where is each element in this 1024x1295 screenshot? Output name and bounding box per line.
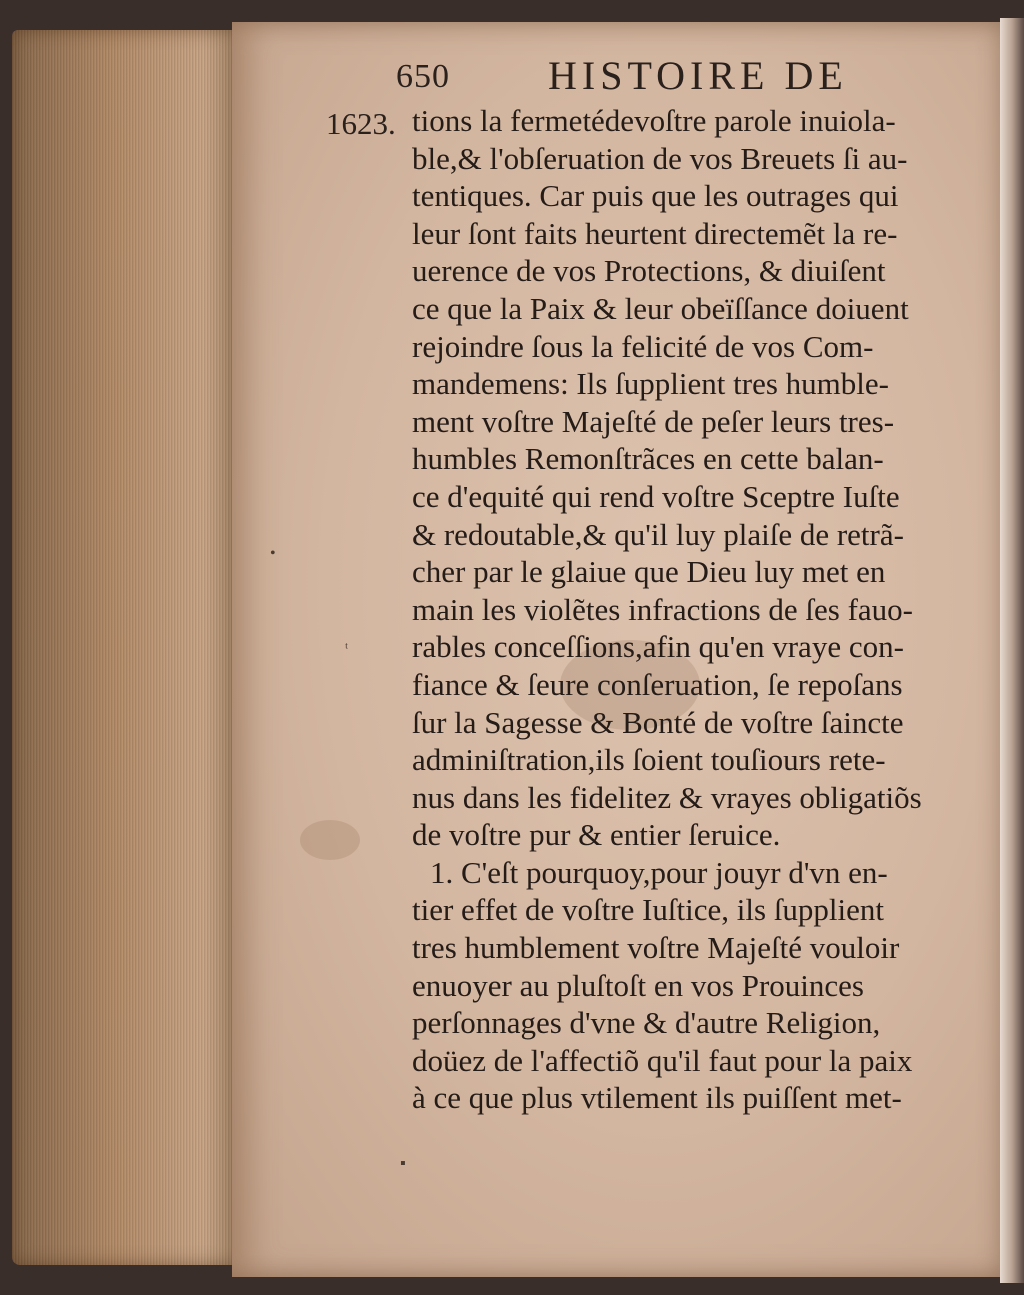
text-line: tentiques. Car puis que les outrages qui: [412, 178, 899, 214]
text-line: de voſtre pur & entier ſeruice.: [412, 817, 781, 853]
text-line: ce d'equité qui rend voſtre Sceptre Iuſte: [412, 478, 900, 514]
text-line: ment voſtre Majeſté de peſer leurs tres-: [412, 403, 895, 439]
text-line: & redoutable,& qu'il luy plaiſe de retrã-: [412, 516, 904, 552]
text-line: ce que la Paix & leur obeïſſance doiuent: [412, 290, 909, 326]
ink-speck: ▪: [400, 1155, 406, 1172]
ink-speck: •: [270, 545, 276, 562]
text-line: adminiſtration,ils ſoient touſiours rete-: [412, 742, 886, 778]
text-line: doüez de l'affectiõ qu'il faut pour la paix: [412, 1042, 913, 1078]
text-line: cher par le glaiue que Dieu luy met en: [412, 554, 886, 590]
page-number: 650: [396, 58, 450, 95]
text-line: à ce que plus vtilement ils puiſſent met-: [412, 1080, 902, 1116]
text-line: humbles Remonſtrãces en cette balan-: [412, 441, 884, 477]
text-line: rables conceſſions,afin qu'en vraye con-: [412, 629, 904, 665]
text-line: ſur la Sagesse & Bonté de voſtre ſaincte: [412, 704, 904, 740]
text-line: tions la fermetédevoſtre parole inuiola-: [412, 103, 896, 138]
paper-stain: [300, 820, 360, 860]
text-line: mandemens: Ils ſupplient tres humble-: [412, 366, 889, 402]
text-line: rejoindre ſous la felicité de vos Com-: [412, 328, 874, 364]
text-line: nus dans les fidelitez & vrayes obligatiõs: [412, 779, 922, 815]
body-text: [412, 102, 992, 1117]
facing-page-edge: [1000, 18, 1024, 1283]
text-line: tier effet de voſtre Iuſtice, ils ſupplient: [412, 892, 885, 928]
text-line: main les violẽtes infractions de ſes fauo-: [412, 591, 914, 627]
text-line: tres humblement voſtre Majeſté vouloir: [412, 930, 900, 966]
text-line: 1. C'eſt pourquoy,pour jouyr d'vn en-: [430, 854, 888, 890]
text-line: leur ſont faits heurtent directemẽt la re-: [412, 215, 898, 251]
text-line: enuoyer au pluſtoſt en vos Prouinces: [412, 967, 864, 1003]
page-block-edge: [12, 30, 237, 1265]
text-line: uerence de vos Protections, & diuiſent: [412, 253, 886, 289]
margin-year-note: 1623.: [326, 106, 396, 141]
text-line: ble,& l'obſeruation de vos Breuets ſi au-: [412, 140, 908, 176]
ink-speck: ᵗ: [345, 640, 349, 657]
running-title: HISTOIRE DE: [548, 53, 848, 98]
text-line: fiance & ſeure conſeruation, ſe repoſans: [412, 666, 903, 702]
text-line: perſonnages d'vne & d'autre Religion,: [412, 1005, 881, 1041]
